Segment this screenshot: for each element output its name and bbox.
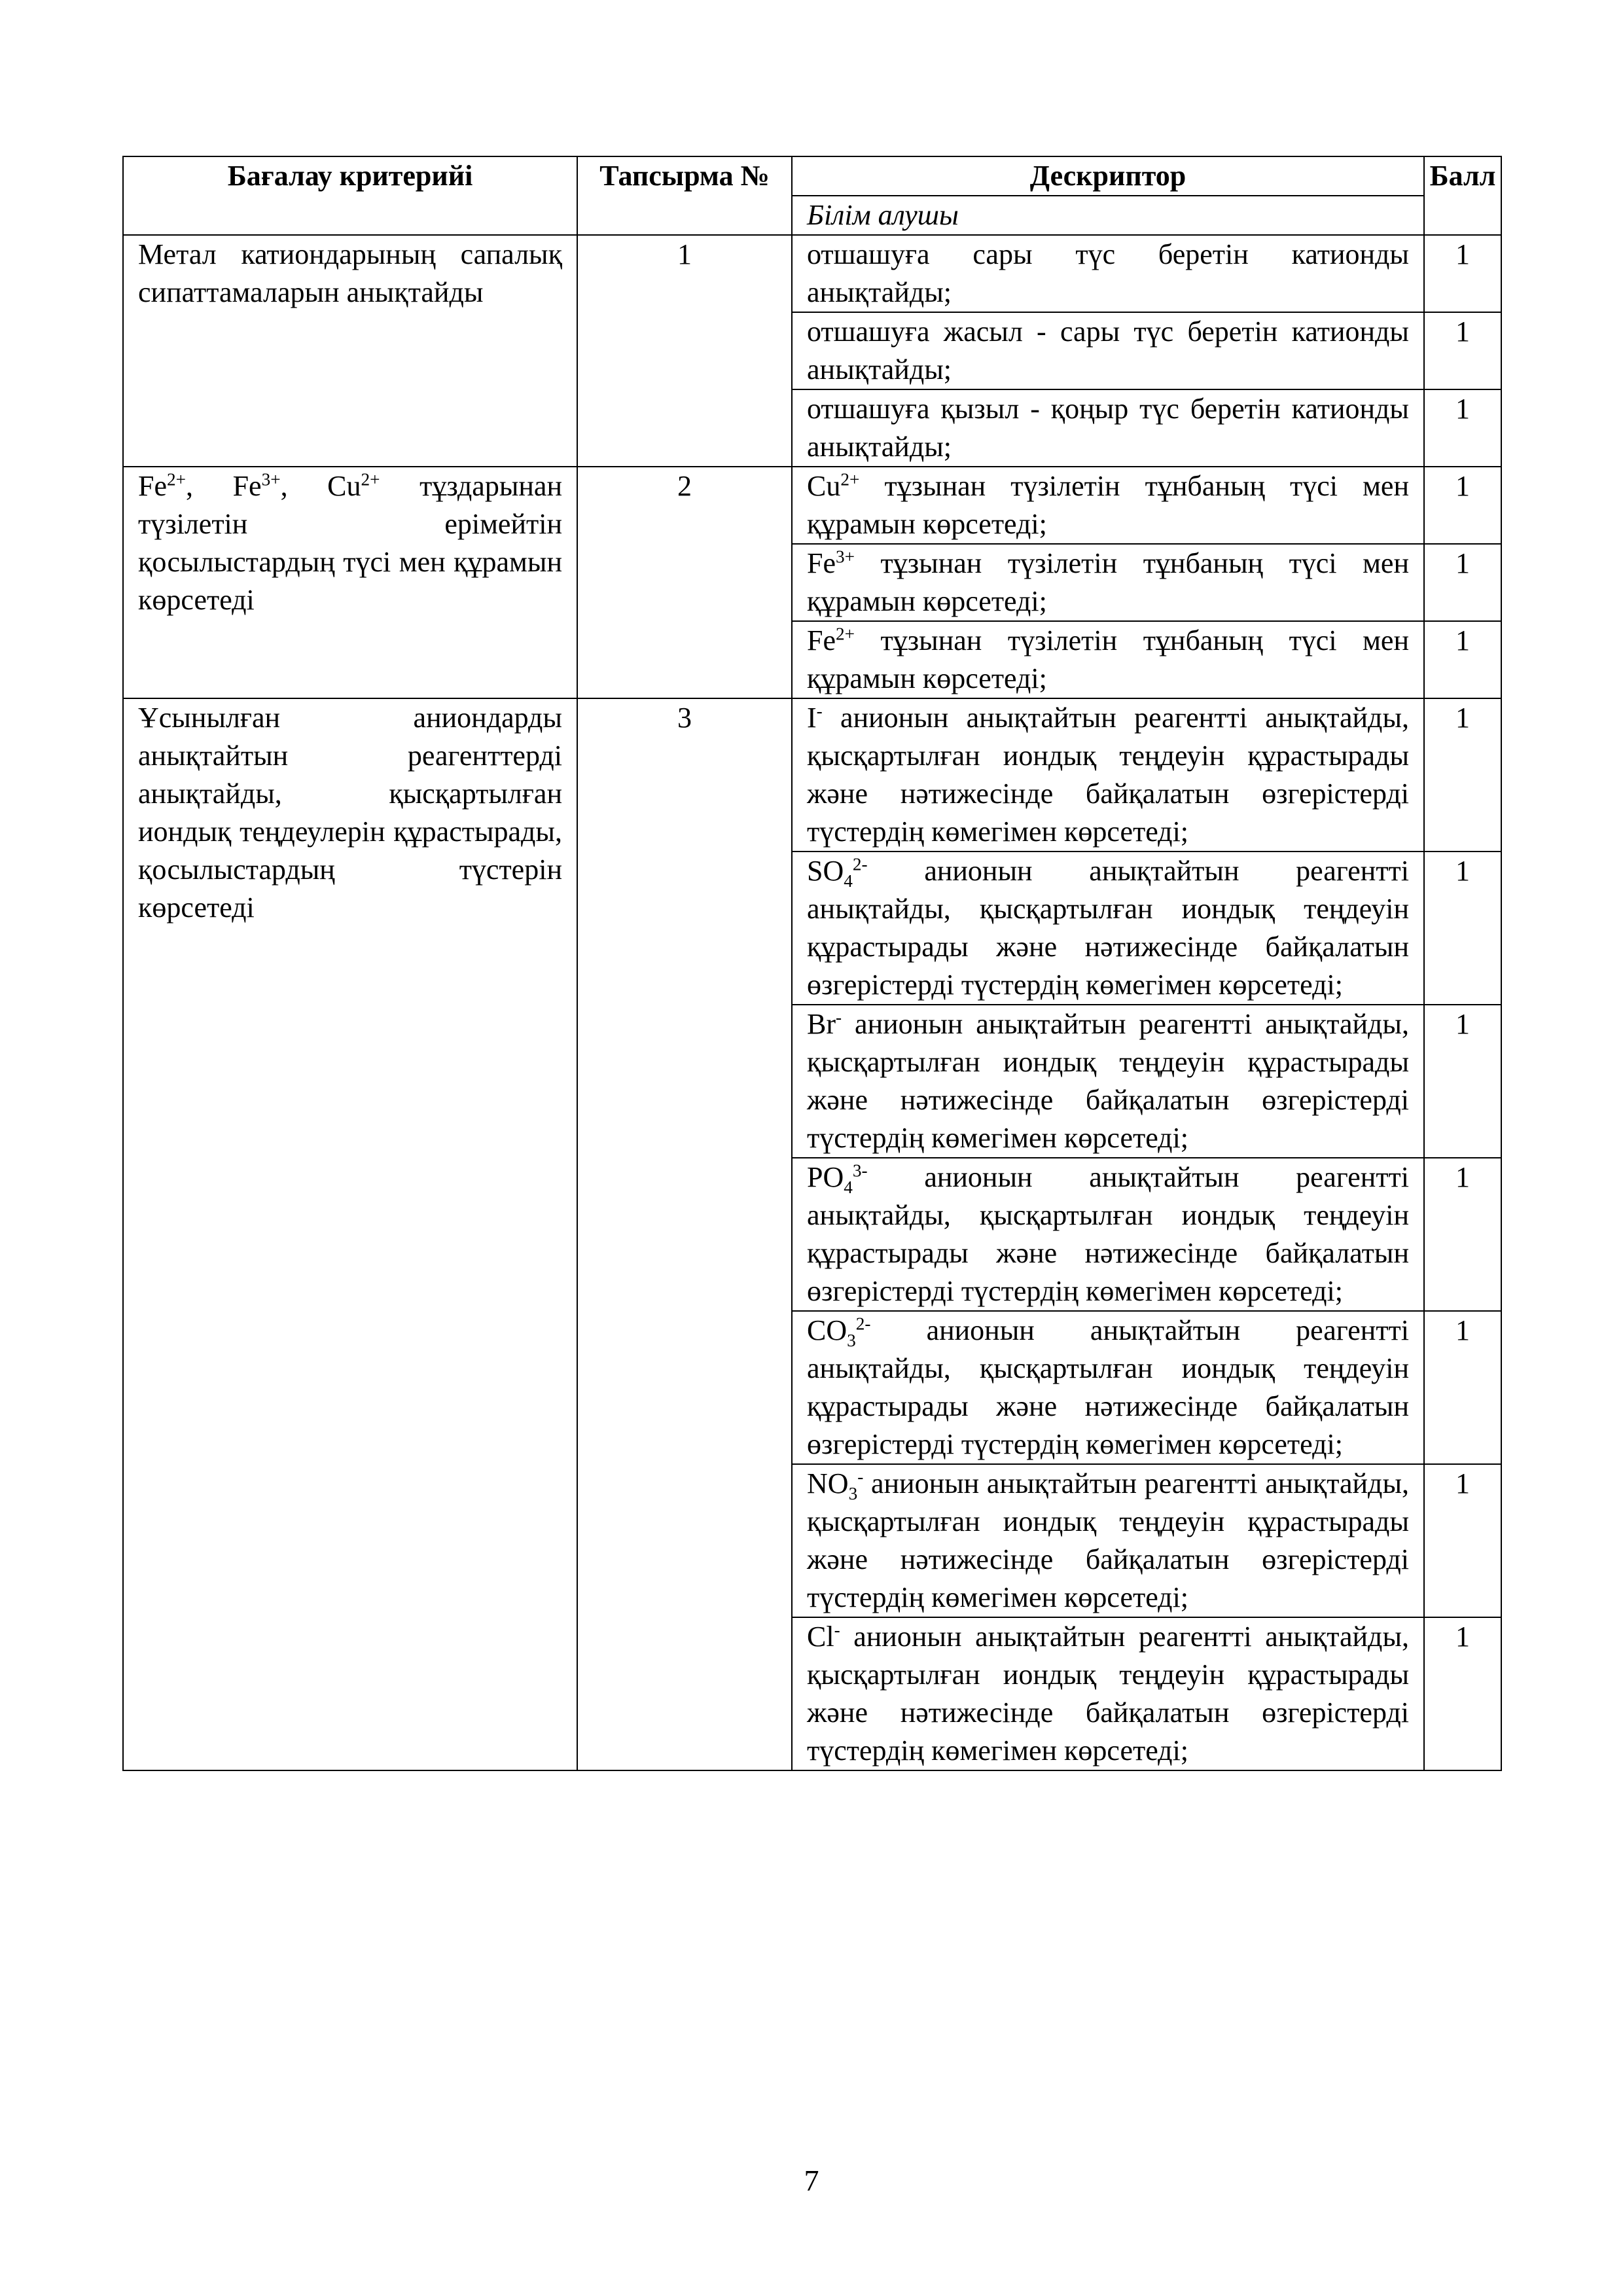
criterion-cell: $Fe^{2+}$, $Fe^{3+}$, $Cu^{2+}$ тұздарынан түзілетін ерімейтін қосылыстардың түсі мен құрамын көрсетеді — [123, 467, 577, 698]
descriptor-cell: $CO_3^{2-}$ анионын анықтайтын реагентті анықтайды, қысқартылған иондық теңдеуін құрастырады және нәтижесінде байқалатын өзгерістерді түстердің көмегімен көрсетеді; — [792, 1311, 1424, 1464]
descriptor-cell: $NO_3^-$ анионын анықтайтын реагентті анықтайды, қысқартылған иондық теңдеуін құрастырады және нәтижесінде байқалатын өзгерістерді түстердің көмегімен көрсетеді; — [792, 1464, 1424, 1617]
ion-formula: $Fe^{3+}$ — [807, 547, 855, 579]
header-score: Балл — [1424, 156, 1501, 235]
table-row — [123, 235, 1501, 312]
descriptor-cell: $SO_4^{2-}$ анионын анықтайтын реагентті анықтайды, қысқартылған иондық теңдеуін құрастырады және нәтижесінде байқалатын өзгерістерді түстердің көмегімен көрсетеді; — [792, 852, 1424, 1005]
ion-formula: $CO_3^{2-}$ — [807, 1314, 871, 1350]
table-row — [123, 467, 1501, 544]
descriptor-cell: Br- анионын анықтайтын реагентті анықтайды, қысқартылған иондық теңдеуін құрастырады және нәтижесінде байқалатын өзгерістерді түстердің көмегімен көрсетеді; — [792, 1005, 1424, 1158]
ion-formula: $Fe^{2+}$ — [138, 469, 187, 502]
ion-formula: $NO_3^-$ — [807, 1467, 864, 1503]
descriptor-cell: I- анионын анықтайтын реагентті анықтайды, қысқартылған иондық теңдеуін құрастырады және нәтижесінде байқалатын өзгерістерді түстердің көмегімен көрсетеді; — [792, 698, 1424, 852]
header-descriptor: Дескриптор — [792, 156, 1424, 196]
assessment-rubric-table — [122, 156, 1502, 1771]
ion-formula: $Fe^{3+}$ — [232, 469, 281, 502]
task-number-cell: 3 — [577, 698, 792, 1770]
score-cell: 1 — [1424, 1617, 1501, 1770]
task-number-cell: 2 — [577, 467, 792, 698]
ion-formula: Cl- — [807, 1620, 840, 1653]
score-cell: 1 — [1424, 312, 1501, 389]
score-cell: 1 — [1424, 621, 1501, 698]
ion-formula: $Cu^{2+}$ — [807, 469, 860, 502]
ion-formula: $PO_4^{3-}$ — [807, 1160, 868, 1197]
descriptor-cell: отшашуға қызыл - қоңыр түс беретін катионды анықтайды; — [792, 389, 1424, 467]
header-row — [123, 156, 1501, 196]
score-cell: 1 — [1424, 852, 1501, 1005]
header-descriptor-sub: Білім алушы — [792, 196, 1424, 235]
page-number: 7 — [804, 2164, 819, 2197]
ion-formula: $SO_4^{2-}$ — [807, 854, 868, 891]
descriptor-cell: отшашуға жасыл - сары түс беретін катионды анықтайды; — [792, 312, 1424, 389]
criterion-cell: Метал катиондарының сапалық сипаттамаларын анықтайды — [123, 235, 577, 467]
descriptor-cell: $Cu^{2+}$ тұзынан түзілетін тұнбаның түсі мен құрамын көрсетеді; — [792, 467, 1424, 544]
criterion-text: Ұсынылған аниондарды анықтайтын реагенттерді анықтайды, қысқартылған иондық теңдеулерін құрастырады, — [138, 702, 562, 848]
task-number-cell: 1 — [577, 235, 792, 467]
descriptor-cell: $Fe^{3+}$ тұзынан түзілетін тұнбаның түсі мен құрамын көрсетеді; — [792, 544, 1424, 621]
criterion-text: қосылыстардың түстерін көрсетеді — [138, 853, 562, 924]
descriptor-cell: Cl- анионын анықтайтын реагентті анықтайды, қысқартылған иондық теңдеуін құрастырады және нәтижесінде байқалатын өзгерістерді түстердің көмегімен көрсетеді; — [792, 1617, 1424, 1770]
score-cell: 1 — [1424, 1464, 1501, 1617]
descriptor-cell: отшашуға сары түс беретін катионды анықтайды; — [792, 235, 1424, 312]
ion-formula: I- — [807, 701, 823, 734]
criterion-cell — [123, 698, 577, 1770]
descriptor-cell: $Fe^{2+}$ тұзынан түзілетін тұнбаның түсі мен құрамын көрсетеді; — [792, 621, 1424, 698]
table-row — [123, 698, 1501, 852]
header-task-number: Тапсырма № — [577, 156, 792, 235]
score-cell: 1 — [1424, 467, 1501, 544]
ion-formula: $Fe^{2+}$ — [807, 624, 855, 656]
descriptor-cell: $PO_4^{3-}$ анионын анықтайтын реагентті анықтайды, қысқартылған иондық теңдеуін құрастырады және нәтижесінде байқалатын өзгерістерді түстердің көмегімен көрсетеді; — [792, 1158, 1424, 1311]
ion-formula: $Cu^{2+}$ — [327, 469, 380, 502]
score-cell: 1 — [1424, 1158, 1501, 1311]
score-cell: 1 — [1424, 1005, 1501, 1158]
ion-formula: Br- — [807, 1007, 842, 1040]
score-cell: 1 — [1424, 544, 1501, 621]
criterion-text: тұздарынан түзілетін ерімейтін қосылыстардың түсі мен құрамын көрсетеді — [138, 470, 563, 616]
score-cell: 1 — [1424, 235, 1501, 312]
score-cell: 1 — [1424, 389, 1501, 467]
score-cell: 1 — [1424, 1311, 1501, 1464]
header-criterion: Бағалау критерийі — [123, 156, 577, 235]
score-cell: 1 — [1424, 698, 1501, 852]
